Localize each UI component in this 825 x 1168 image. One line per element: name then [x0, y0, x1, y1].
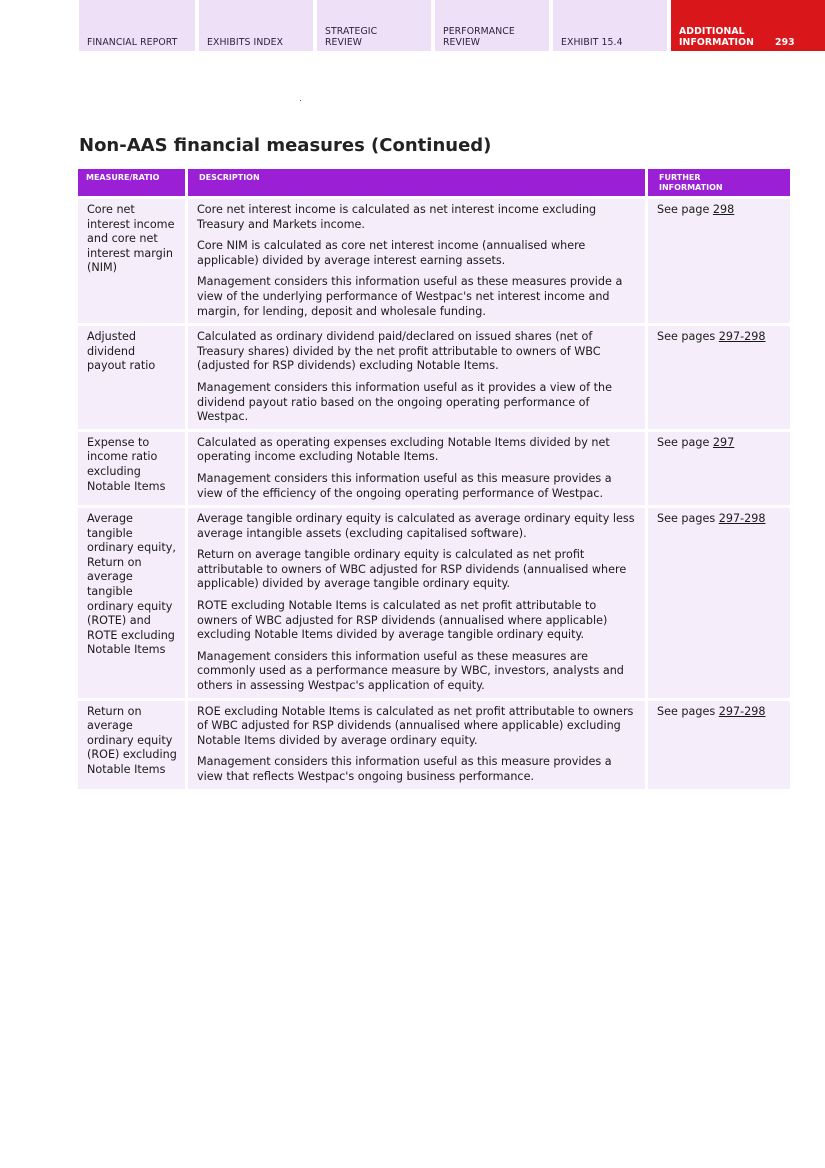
- table-row: [78, 199, 790, 323]
- top-navigation: [79, 0, 825, 51]
- info-cell: See pages 297-298: [648, 701, 790, 789]
- measure-cell: Expense to income ratio excluding Notable Items: [78, 432, 185, 505]
- info-cell: See page 298: [648, 199, 790, 323]
- tab-label: PERFORMANCE REVIEW: [443, 26, 515, 48]
- measure-cell: Core net interest income and core net interest margin (NIM): [78, 199, 185, 323]
- tab-label: ADDITIONAL INFORMATION: [679, 26, 754, 48]
- tab-label: FINANCIAL REPORT: [87, 36, 178, 48]
- page-number: 293: [775, 36, 795, 48]
- tab-financial-report[interactable]: [79, 0, 195, 51]
- measures-table: [75, 166, 793, 792]
- tab-label: EXHIBITS INDEX: [207, 36, 284, 48]
- page-title: Non-AAS financial measures (Continued): [79, 135, 492, 156]
- tab-exhibit-15-4[interactable]: [553, 0, 667, 51]
- table-row: [78, 508, 790, 698]
- description-cell: Core net interest income is calculated as net interest income excluding Treasury and Markets income. Core NIM is calculated as core net interest income (annualised where applicable) divided by average interest earning assets. Management considers this information useful as these measures provide a view of the underlying performance of Westpac's net interest income and margin, for lending, deposit and wholesale funding.: [188, 199, 645, 323]
- info-cell: See pages 297-298: [648, 326, 790, 429]
- tab-exhibits-index[interactable]: [199, 0, 313, 51]
- tab-label: EXHIBIT 15.4: [561, 36, 623, 48]
- page-link[interactable]: 297-298: [718, 704, 766, 718]
- tab-strategic-review[interactable]: [317, 0, 431, 51]
- description-cell: Calculated as ordinary dividend paid/declared on issued shares (net of Treasury shares) divided by the net profit attributable to owners of WBC (adjusted for RSP dividends) excluding Notable Items. Management considers this information useful as it provides a view of the dividend payout ratio based on the ongoing operating performance of Westpac.: [188, 326, 645, 429]
- header-further-information: FURTHER INFORMATION: [648, 169, 790, 196]
- measure-cell: Average tangible ordinary equity, Return on average tangible ordinary equity (ROTE) and ROTE excluding Notable Items: [78, 508, 185, 698]
- page-link[interactable]: 297: [712, 435, 735, 449]
- table-row: [78, 432, 790, 505]
- info-cell: See page 297: [648, 432, 790, 505]
- description-cell: Calculated as operating expenses excluding Notable Items divided by net operating income excluding Notable Items. Management considers this information useful as this measure provides a view of the efficiency of the ongoing operating performance of Westpac.: [188, 432, 645, 505]
- page-link[interactable]: 297-298: [718, 512, 766, 526]
- description-cell: ROE excluding Notable Items is calculated as net profit attributable to owners of WBC adjusted for RSP dividends (annualised where applicable) excluding Notable Items divided by average ordinary equity. Management considers this information useful as this measure provides a view that reflects Westpac's ongoing business performance.: [188, 701, 645, 789]
- tab-performance-review[interactable]: [435, 0, 549, 51]
- info-cell: See pages 297-298: [648, 508, 790, 698]
- page-link[interactable]: 297-298: [718, 330, 766, 344]
- description-cell: Average tangible ordinary equity is calculated as average ordinary equity less average intangible assets (excluding capitalised software). Return on average tangible ordinary equity is calculated as net profit attributable to owners of WBC adjusted for RSP dividends (annualised where applicable) divided by average tangible ordinary equity. ROTE excluding Notable Items is calculated as net profit attributable to owners of WBC adjusted for RSP dividends (annualised where applicable) excluding Notable Items divided by average tangible ordinary equity. Management considers this information useful as these measures are commonly used as a performance measure by WBC, investors, analysts and others in assessing Westpac's application of equity.: [188, 508, 645, 698]
- stray-dot: [300, 100, 301, 101]
- measure-cell: Adjusted dividend payout ratio: [78, 326, 185, 429]
- table-row: [78, 326, 790, 429]
- table-row: [78, 701, 790, 789]
- table-header-row: [78, 169, 790, 196]
- header-measure: MEASURE/RATIO: [78, 169, 185, 196]
- measure-cell: Return on average ordinary equity (ROE) excluding Notable Items: [78, 701, 185, 789]
- page-link[interactable]: 298: [712, 203, 735, 216]
- tab-additional-information[interactable]: [671, 0, 825, 51]
- tab-label: STRATEGIC REVIEW: [325, 26, 378, 48]
- header-description: DESCRIPTION: [188, 169, 645, 196]
